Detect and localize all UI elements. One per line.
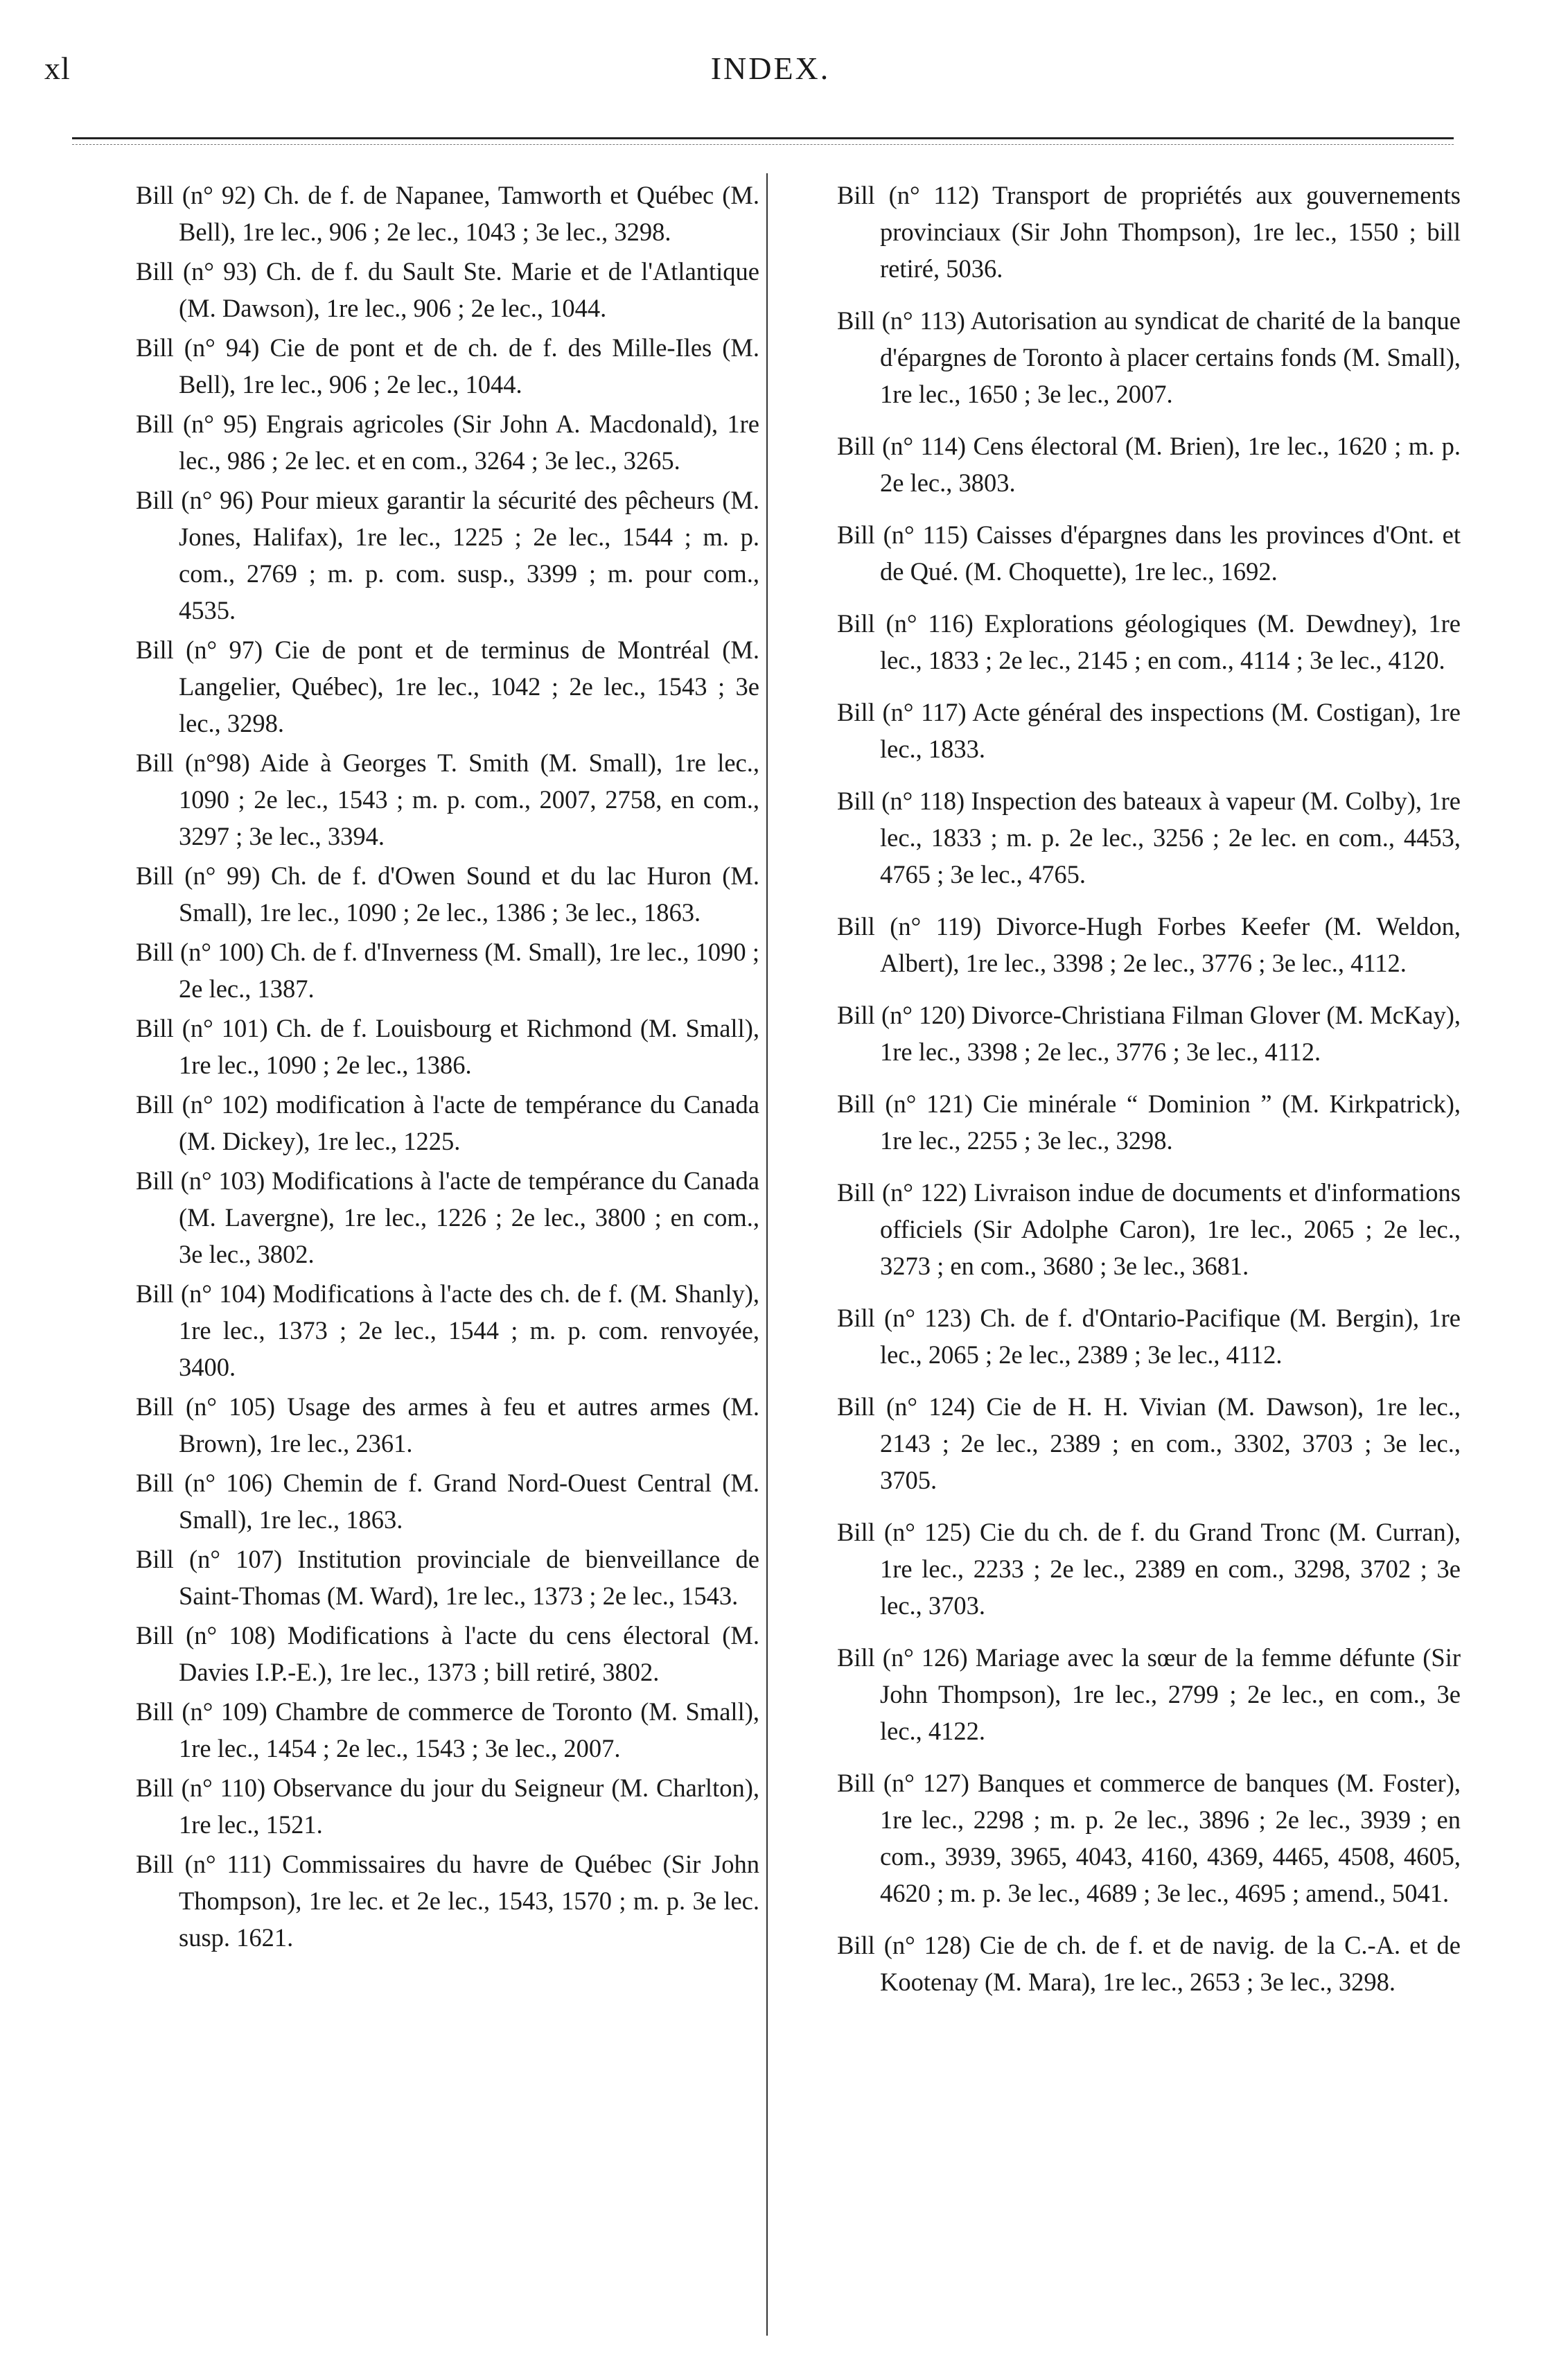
- index-entry: Bill (n° 106) Chemin de f. Grand Nord-Ouest Central (M. Small), 1re lec., 1863.: [136, 1469, 759, 1534]
- header-rule: [72, 137, 1454, 139]
- index-entry: Bill (n° 97) Cie de pont et de terminus de Montréal (M. Langelier, Québec), 1re lec., 1042 ; 2e lec., 1543 ; 3e lec., 3298.: [136, 636, 759, 737]
- index-entry: Bill (n° 127) Banques et commerce de banques (M. Foster), 1re lec., 2298 ; m. p. 2e lec., 3896 ; 2e lec., 3939 ; en com., 3939, 3965, 4043, 4160, 4369, 4465, 4508, 4605, 4620 ; m. p. 3e lec., 4689 ; 3e lec., 4695 ; amend., 5041.: [837, 1769, 1461, 1907]
- index-entry: Bill (n° 107) Institution provinciale de bienveillance de Saint-Thomas (M. Ward), 1re lec., 1373 ; 2e lec., 1543.: [136, 1545, 759, 1610]
- index-entry: Bill (n° 102) modification à l'acte de tempérance du Canada (M. Dickey), 1re lec., 1225.: [136, 1090, 759, 1155]
- index-entry: Bill (n° 125) Cie du ch. de f. du Grand Tronc (M. Curran), 1re lec., 2233 ; 2e lec., 2389 en com., 3298, 3702 ; 3e lec., 3703.: [837, 1518, 1461, 1620]
- index-entry: Bill (n° 110) Observance du jour du Seigneur (M. Charlton), 1re lec., 1521.: [136, 1774, 759, 1839]
- index-entry: Bill (n° 120) Divorce-Christiana Filman Glover (M. McKay), 1re lec., 3398 ; 2e lec., 3776 ; 3e lec., 4112.: [837, 1001, 1461, 1066]
- index-entry: Bill (n°98) Aide à Georges T. Smith (M. Small), 1re lec., 1090 ; 2e lec., 1543 ; m. p. com., 2007, 2758, en com., 3297 ; 3e lec., 3394.: [136, 749, 759, 850]
- index-entry: Bill (n° 122) Livraison indue de documents et d'informations officiels (Sir Adolphe Caron), 1re lec., 2065 ; 2e lec., 3273 ; en com., 3680 ; 3e lec., 3681.: [837, 1178, 1461, 1280]
- header-rule-secondary: [72, 144, 1454, 145]
- index-entry: Bill (n° 99) Ch. de f. d'Owen Sound et du lac Huron (M. Small), 1re lec., 1090 ; 2e lec., 1386 ; 3e lec., 1863.: [136, 861, 759, 927]
- index-entry: Bill (n° 115) Caisses d'épargnes dans les provinces d'Ont. et de Qué. (M. Choquette), 1re lec., 1692.: [837, 520, 1461, 586]
- index-entry: Bill (n° 123) Ch. de f. d'Ontario-Pacifique (M. Bergin), 1re lec., 2065 ; 2e lec., 2389 ; 3e lec., 4112.: [837, 1304, 1461, 1369]
- index-entry: Bill (n° 124) Cie de H. H. Vivian (M. Dawson), 1re lec., 2143 ; 2e lec., 2389 ; en com., 3302, 3703 ; 3e lec., 3705.: [837, 1392, 1461, 1494]
- index-entry: Bill (n° 93) Ch. de f. du Sault Ste. Marie et de l'Atlantique (M. Dawson), 1re lec., 906 ; 2e lec., 1044.: [136, 257, 759, 322]
- index-entry: Bill (n° 119) Divorce-Hugh Forbes Keefer (M. Weldon, Albert), 1re lec., 3398 ; 2e lec., 3776 ; 3e lec., 4112.: [837, 912, 1461, 977]
- index-entry: Bill (n° 113) Autorisation au syndicat de charité de la banque d'épargnes de Toronto à placer certains fonds (M. Small), 1re lec., 1650 ; 3e lec., 2007.: [837, 306, 1461, 408]
- index-entry: Bill (n° 114) Cens électoral (M. Brien), 1re lec., 1620 ; m. p. 2e lec., 3803.: [837, 432, 1461, 497]
- index-column-right: [837, 177, 1461, 2015]
- index-entry: Bill (n° 96) Pour mieux garantir la sécurité des pêcheurs (M. Jones, Halifax), 1re lec., 1225 ; 2e lec., 1544 ; m. p. com., 2769 ; m. p. com. susp., 3399 ; m. pour com., 4535.: [136, 486, 759, 624]
- index-entry: Bill (n° 117) Acte général des inspections (M. Costigan), 1re lec., 1833.: [837, 698, 1461, 763]
- page-title: INDEX.: [710, 51, 831, 86]
- index-entry: Bill (n° 101) Ch. de f. Louisbourg et Richmond (M. Small), 1re lec., 1090 ; 2e lec., 1386.: [136, 1014, 759, 1079]
- index-entry: Bill (n° 104) Modifications à l'acte des ch. de f. (M. Shanly), 1re lec., 1373 ; 2e lec., 1544 ; m. p. com. renvoyée, 3400.: [136, 1279, 759, 1381]
- index-entry: Bill (n° 111) Commissaires du havre de Québec (Sir John Thompson), 1re lec. et 2e lec., 1543, 1570 ; m. p. 3e lec. susp. 1621.: [136, 1850, 759, 1952]
- index-entry: Bill (n° 128) Cie de ch. de f. et de navig. de la C.-A. et de Kootenay (M. Mara), 1re lec., 2653 ; 3e lec., 3298.: [837, 1931, 1461, 1996]
- index-entry: Bill (n° 94) Cie de pont et de ch. de f. des Mille-Iles (M. Bell), 1re lec., 906 ; 2e lec., 1044.: [136, 333, 759, 399]
- index-entry: Bill (n° 108) Modifications à l'acte du cens électoral (M. Davies I.P.-E.), 1re lec., 1373 ; bill retiré, 3802.: [136, 1621, 759, 1686]
- index-entry: Bill (n° 109) Chambre de commerce de Toronto (M. Small), 1re lec., 1454 ; 2e lec., 1543 ; 3e lec., 2007.: [136, 1697, 759, 1762]
- page-number: xl: [44, 51, 71, 86]
- index-entry: Bill (n° 92) Ch. de f. de Napanee, Tamworth et Québec (M. Bell), 1re lec., 906 ; 2e lec., 1043 ; 3e lec., 3298.: [136, 181, 759, 246]
- index-entry: Bill (n° 105) Usage des armes à feu et autres armes (M. Brown), 1re lec., 2361.: [136, 1392, 759, 1458]
- index-entry: Bill (n° 121) Cie minérale “ Dominion ” (M. Kirkpatrick), 1re lec., 2255 ; 3e lec., 3298.: [837, 1090, 1461, 1155]
- index-entry: Bill (n° 116) Explorations géologiques (M. Dewdney), 1re lec., 1833 ; 2e lec., 2145 ; en com., 4114 ; 3e lec., 4120.: [837, 609, 1461, 674]
- index-entry: Bill (n° 103) Modifications à l'acte de tempérance du Canada (M. Lavergne), 1re lec., 1226 ; 2e lec., 3800 ; en com., 3e lec., 3802.: [136, 1166, 759, 1268]
- index-entry: Bill (n° 126) Mariage avec la sœur de la femme défunte (Sir John Thompson), 1re lec., 2799 ; 2e lec., en com., 3e lec., 4122.: [837, 1643, 1461, 1745]
- index-entry: Bill (n° 100) Ch. de f. d'Inverness (M. Small), 1re lec., 1090 ; 2e lec., 1387.: [136, 938, 759, 1003]
- index-entry: Bill (n° 112) Transport de propriétés aux gouvernements provinciaux (Sir John Thompson), 1re lec., 1550 ; bill retiré, 5036.: [837, 181, 1461, 283]
- column-divider: [766, 173, 768, 2336]
- index-entry: Bill (n° 95) Engrais agricoles (Sir John A. Macdonald), 1re lec., 986 ; 2e lec. et en com., 3264 ; 3e lec., 3265.: [136, 410, 759, 475]
- index-entry: Bill (n° 118) Inspection des bateaux à vapeur (M. Colby), 1re lec., 1833 ; m. p. 2e lec., 3256 ; 2e lec. en com., 4453, 4765 ; 3e lec., 4765.: [837, 787, 1461, 889]
- index-column-left: [136, 177, 759, 1959]
